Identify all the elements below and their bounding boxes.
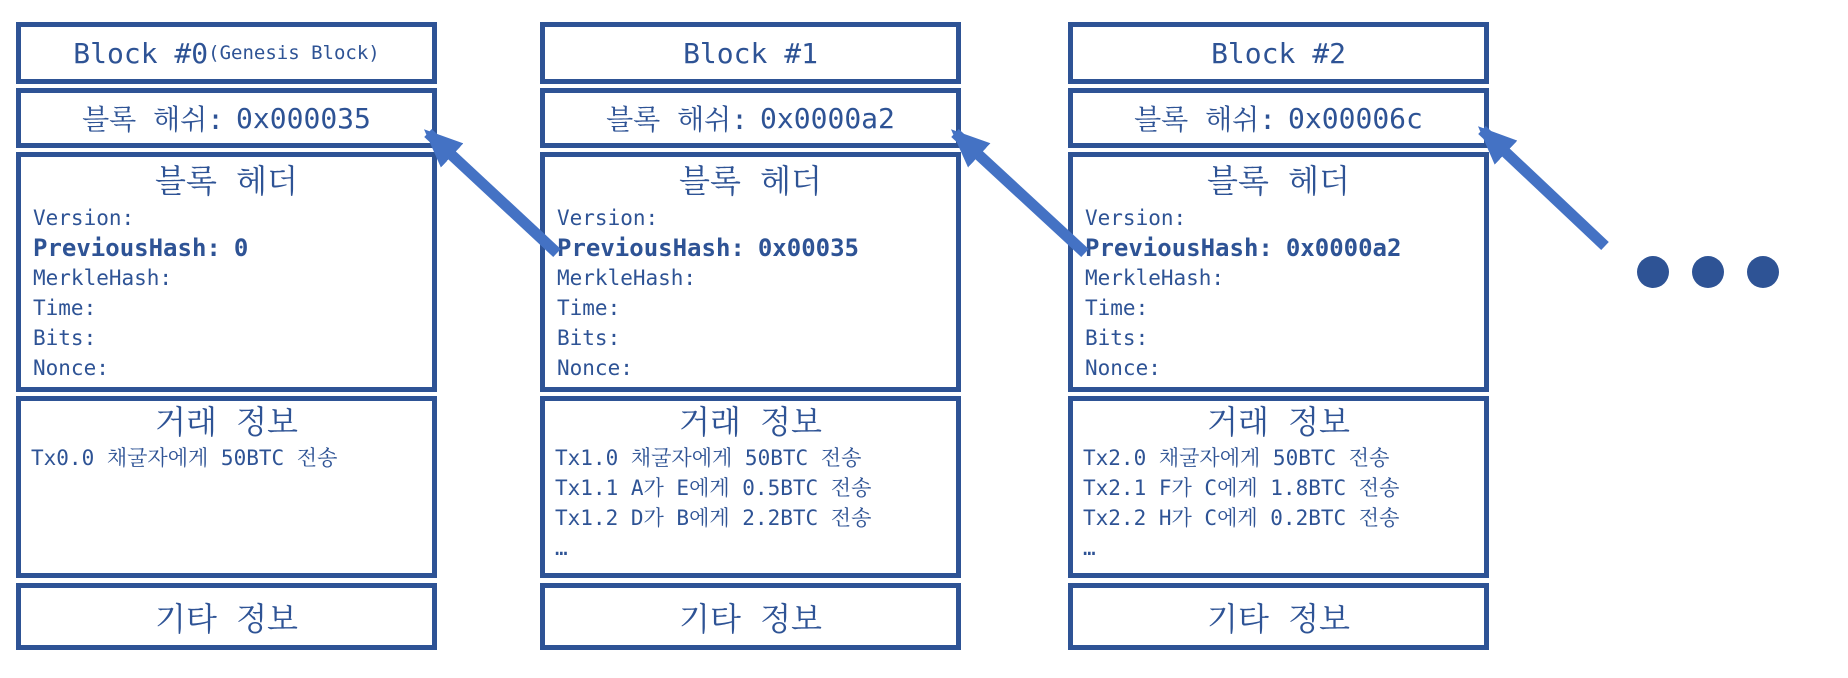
block-0-hash-section	[16, 88, 437, 148]
ellipsis-dot	[1637, 256, 1669, 288]
ellipsis-dot	[1692, 256, 1724, 288]
prev-hash-arrow-block2-to-block1	[955, 133, 1085, 253]
merkle-hash-field: MerkleHash:	[1085, 266, 1225, 290]
block-0-hash-label: 블록 해쉬:	[82, 103, 225, 136]
block-1-hash-value: 0x0000a2	[760, 101, 895, 135]
block-0	[16, 22, 437, 650]
block-1-transactions-heading: 거래 정보	[679, 403, 822, 441]
nonce-field: Nonce:	[1085, 356, 1161, 380]
previous-hash-value: 0x00035	[757, 234, 859, 262]
block-0-header-heading: 블록 헤더	[155, 162, 298, 200]
ellipsis-dot	[1747, 256, 1779, 288]
block-2-header-section	[1068, 152, 1489, 392]
version-field: Version:	[557, 206, 659, 230]
block-0-header-section	[16, 152, 437, 392]
merkle-hash-field: MerkleHash:	[33, 266, 173, 290]
nonce-field: Nonce:	[33, 356, 109, 380]
block-2-transactions-heading: 거래 정보	[1207, 403, 1350, 441]
block-2-title: Block #2	[1211, 36, 1346, 70]
transaction-line: Tx1.2 D가 B에게 2.2BTC 전송	[555, 506, 872, 530]
transaction-line: Tx1.0 채굴자에게 50BTC 전송	[555, 446, 862, 470]
bits-field: Bits:	[1085, 326, 1149, 350]
block-2-header-heading: 블록 헤더	[1207, 162, 1350, 200]
previous-hash-value: 0x0000a2	[1285, 234, 1402, 262]
block-0-title-suffix: (Genesis Block)	[208, 42, 380, 64]
block-2-hash-section	[1068, 88, 1489, 148]
transaction-ellipsis: …	[1083, 536, 1096, 560]
previous-hash-field	[33, 233, 420, 263]
previous-hash-field	[557, 233, 944, 263]
merkle-hash-field: MerkleHash:	[557, 266, 697, 290]
previous-hash-label: PreviousHash:	[557, 234, 745, 262]
block-0-other-heading: 기타 정보	[155, 599, 298, 638]
block-1-other-heading: 기타 정보	[679, 599, 822, 638]
version-field: Version:	[1085, 206, 1187, 230]
previous-hash-value: 0	[233, 234, 249, 262]
block-1-other-section	[540, 583, 961, 650]
transaction-line: Tx2.0 채굴자에게 50BTC 전송	[1083, 446, 1390, 470]
block-2-other-heading: 기타 정보	[1207, 599, 1350, 638]
previous-hash-label: PreviousHash:	[33, 234, 221, 262]
transaction-line: Tx1.1 A가 E에게 0.5BTC 전송	[555, 476, 872, 500]
block-2-hash-value: 0x00006c	[1288, 101, 1423, 135]
transaction-line: Tx0.0 채굴자에게 50BTC 전송	[31, 446, 338, 470]
block-1-header-heading: 블록 헤더	[679, 162, 822, 200]
block-1-title-bar	[540, 22, 961, 84]
prev-hash-arrow-block1-to-block0	[428, 133, 557, 253]
block-1-hash-label: 블록 해쉬:	[606, 103, 749, 136]
block-1	[540, 22, 961, 650]
transaction-line: Tx2.1 F가 C에게 1.8BTC 전송	[1083, 476, 1400, 500]
block-2-transactions-section	[1068, 396, 1489, 578]
time-field: Time:	[1085, 296, 1149, 320]
block-2-other-section	[1068, 583, 1489, 650]
previous-hash-label: PreviousHash:	[1085, 234, 1273, 262]
transaction-line: Tx2.2 H가 C에게 0.2BTC 전송	[1083, 506, 1400, 530]
time-field: Time:	[33, 296, 97, 320]
block-2	[1068, 22, 1489, 650]
block-0-title: Block #0	[73, 36, 209, 70]
block-0-other-section	[16, 583, 437, 650]
bits-field: Bits:	[557, 326, 621, 350]
transaction-ellipsis: …	[555, 536, 568, 560]
block-1-title: Block #1	[683, 36, 818, 70]
previous-hash-field	[1085, 233, 1472, 263]
block-0-transactions-heading: 거래 정보	[155, 403, 298, 441]
block-2-title-bar	[1068, 22, 1489, 84]
block-1-header-section	[540, 152, 961, 392]
version-field: Version:	[33, 206, 135, 230]
block-0-title-bar	[16, 22, 437, 84]
time-field: Time:	[557, 296, 621, 320]
block-0-hash-value: 0x000035	[236, 101, 371, 135]
prev-hash-arrow-next-to-block2	[1482, 130, 1605, 246]
block-2-hash-label: 블록 해쉬:	[1134, 103, 1277, 136]
block-0-transactions-section	[16, 396, 437, 578]
block-1-transactions-section	[540, 396, 961, 578]
block-1-hash-section	[540, 88, 961, 148]
nonce-field: Nonce:	[557, 356, 633, 380]
bits-field: Bits:	[33, 326, 97, 350]
